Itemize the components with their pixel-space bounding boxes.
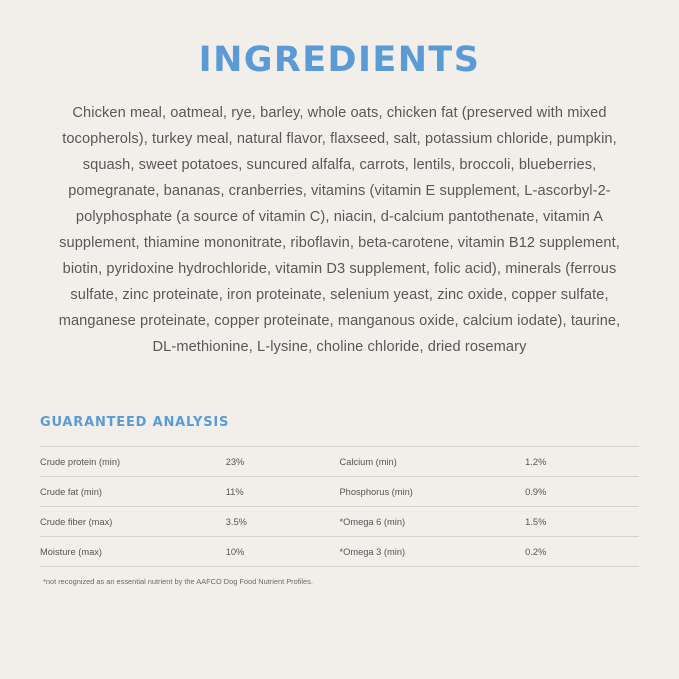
guaranteed-analysis-table xyxy=(40,446,639,567)
nutrient-value: 1.2% xyxy=(525,447,639,477)
footnote: *not recognized as an essential nutrient by the AAFCO Dog Food Nutrient Profiles. xyxy=(43,577,313,586)
nutrient-label: *Omega 6 (min) xyxy=(339,507,525,537)
table-row xyxy=(40,507,639,537)
nutrient-label: Phosphorus (min) xyxy=(339,477,525,507)
nutrient-value: 0.9% xyxy=(525,477,639,507)
nutrient-value: 3.5% xyxy=(226,507,340,537)
table-row xyxy=(40,447,639,477)
nutrient-label: Crude fiber (max) xyxy=(40,507,226,537)
page-title: INGREDIENTS xyxy=(198,40,481,80)
table-row xyxy=(40,477,639,507)
nutrient-label: Calcium (min) xyxy=(339,447,525,477)
guaranteed-analysis-heading: GUARANTEED ANALYSIS xyxy=(40,415,230,430)
nutrient-label: *Omega 3 (min) xyxy=(339,537,525,567)
ingredients-paragraph: Chicken meal, oatmeal, rye, barley, whole oats, chicken fat (preserved with mixed tocopherols), turkey meal, natural flavor, flaxseed, salt, potassium chloride, pumpkin, squash, sweet potatoes, suncured alfalfa, carrots, lentils, broccoli, blueberries, pomegranate, bananas, cranberries, vitamins (vitamin E supplement, L-ascorbyl-2-polyphosphate (a source of vitamin C), niacin, d-calcium pantothenate, vitamin A supplement, thiamine mononitrate, riboflavin, beta-carotene, vitamin B12 supplement, biotin, pyridoxine hydrochloride, vitamin D3 supplement, folic acid), minerals (ferrous sulfate, zinc proteinate, iron proteinate, selenium yeast, zinc oxide, copper sulfate, manganese proteinate, copper proteinate, manganous oxide, calcium iodate), taurine, DL-methionine, L-lysine, choline chloride, dried rosemary xyxy=(58,105,621,355)
nutrient-label: Moisture (max) xyxy=(40,537,226,567)
table-row xyxy=(40,537,639,567)
nutrient-label: Crude fat (min) xyxy=(40,477,226,507)
nutrient-label: Crude protein (min) xyxy=(40,447,226,477)
nutrient-value: 23% xyxy=(226,447,340,477)
nutrient-value: 0.2% xyxy=(525,537,639,567)
nutrient-value: 10% xyxy=(226,537,340,567)
nutrient-value: 11% xyxy=(226,477,340,507)
nutrient-value: 1.5% xyxy=(525,507,639,537)
